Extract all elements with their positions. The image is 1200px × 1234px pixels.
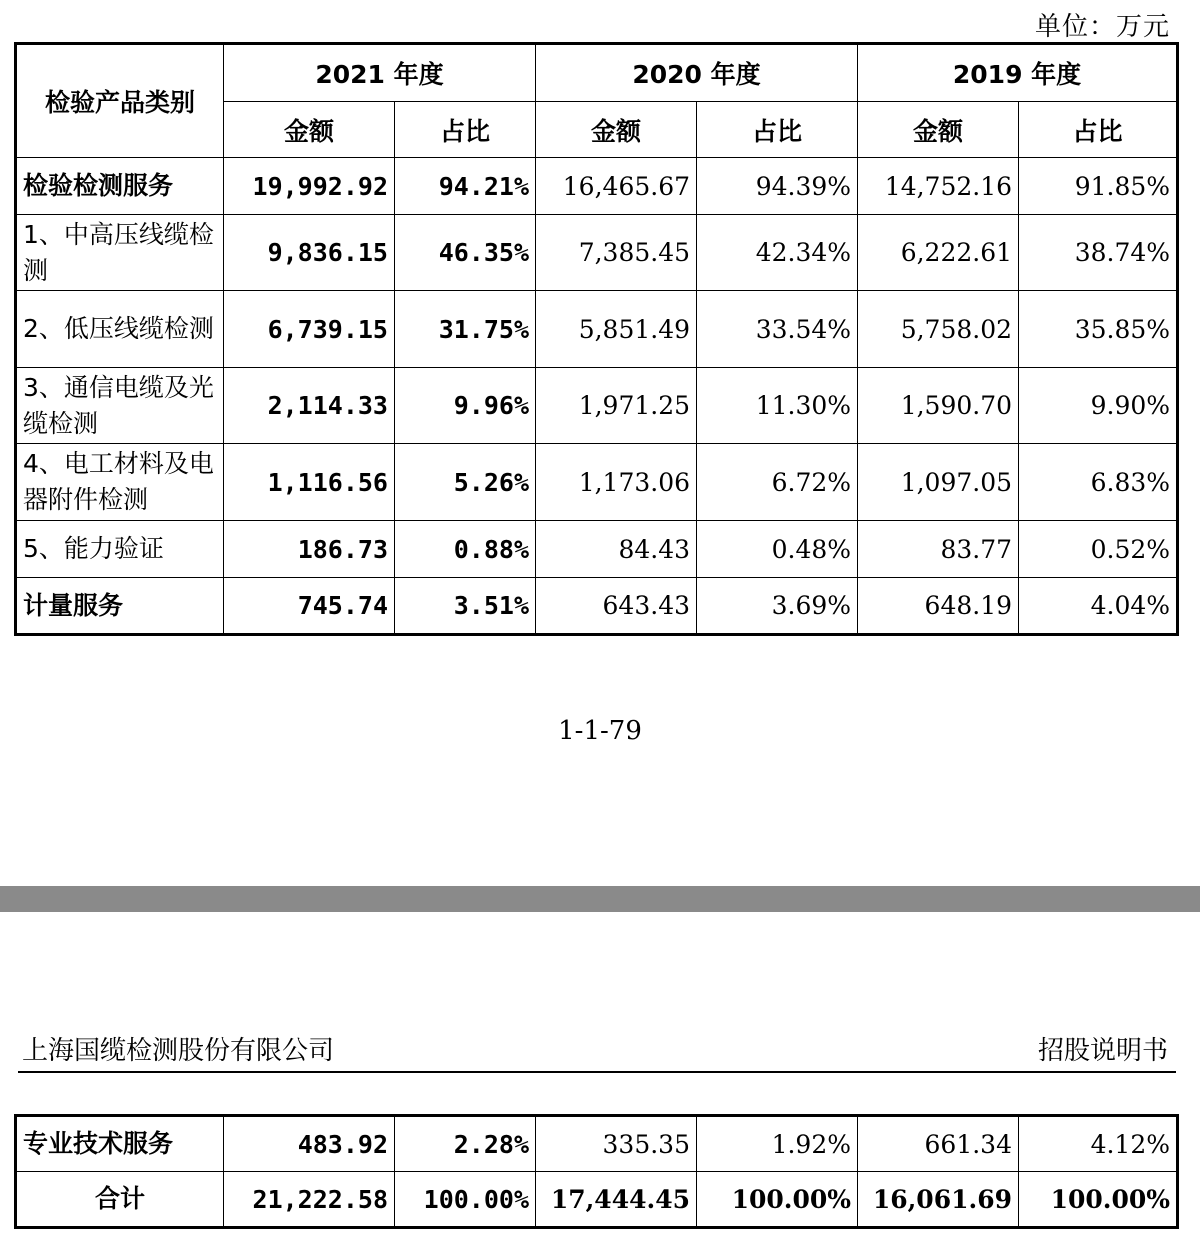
row-label: 4、电工材料及电器附件检测 (16, 444, 224, 521)
row-label: 合计 (16, 1172, 224, 1228)
amount-header: 金额 (858, 102, 1019, 158)
ratio-cell: 5.26% (395, 444, 536, 521)
amount-cell: 335.35 (536, 1116, 697, 1172)
table-row (16, 444, 1178, 521)
ratio-cell: 35.85% (1019, 291, 1178, 368)
revenue-table-continued (14, 1114, 1179, 1229)
ratio-cell: 6.83% (1019, 444, 1178, 521)
row-label: 5、能力验证 (16, 521, 224, 578)
header-rule (18, 1071, 1176, 1073)
year-header-2020: 2020 年度 (536, 44, 858, 102)
ratio-cell: 0.52% (1019, 521, 1178, 578)
page-number: 1-1-79 (558, 716, 642, 746)
row-label: 3、通信电缆及光缆检测 (16, 368, 224, 444)
unit-label: 单位：万元 (1034, 12, 1170, 42)
amount-header: 金额 (536, 102, 697, 158)
ratio-cell: 0.48% (697, 521, 858, 578)
ratio-header: 占比 (697, 102, 858, 158)
amount-cell: 1,971.25 (536, 368, 697, 444)
company-name: 上海国缆检测股份有限公司 (22, 1036, 335, 1066)
amount-cell: 2,114.33 (224, 368, 395, 444)
ratio-cell: 100.00% (395, 1172, 536, 1228)
ratio-cell: 2.28% (395, 1116, 536, 1172)
amount-cell: 643.43 (536, 578, 697, 635)
amount-cell: 83.77 (858, 521, 1019, 578)
page-divider (0, 886, 1200, 912)
category-header: 检验产品类别 (16, 44, 224, 158)
table-row (16, 215, 1178, 291)
ratio-cell: 9.90% (1019, 368, 1178, 444)
year-header-2019: 2019 年度 (858, 44, 1178, 102)
document-type: 招股说明书 (1037, 1036, 1168, 1066)
amount-cell: 84.43 (536, 521, 697, 578)
amount-cell: 7,385.45 (536, 215, 697, 291)
amount-cell: 6,739.15 (224, 291, 395, 368)
row-label: 检验检测服务 (16, 158, 224, 215)
row-label: 2、低压线缆检测 (16, 291, 224, 368)
amount-cell: 17,444.45 (536, 1172, 697, 1228)
table-row (16, 1172, 1178, 1228)
amount-cell: 6,222.61 (858, 215, 1019, 291)
row-label: 专业技术服务 (16, 1116, 224, 1172)
revenue-table (14, 42, 1179, 636)
ratio-cell: 94.39% (697, 158, 858, 215)
table-row (16, 521, 1178, 578)
amount-cell: 1,097.05 (858, 444, 1019, 521)
ratio-cell: 91.85% (1019, 158, 1178, 215)
ratio-cell: 9.96% (395, 368, 536, 444)
amount-cell: 745.74 (224, 578, 395, 635)
amount-cell: 661.34 (858, 1116, 1019, 1172)
amount-cell: 5,851.49 (536, 291, 697, 368)
ratio-cell: 42.34% (697, 215, 858, 291)
row-label: 计量服务 (16, 578, 224, 635)
ratio-cell: 3.69% (697, 578, 858, 635)
amount-cell: 5,758.02 (858, 291, 1019, 368)
amount-cell: 483.92 (224, 1116, 395, 1172)
table-row (16, 578, 1178, 635)
table-row (16, 158, 1178, 215)
amount-cell: 1,590.70 (858, 368, 1019, 444)
amount-cell: 186.73 (224, 521, 395, 578)
ratio-cell: 1.92% (697, 1116, 858, 1172)
amount-header: 金额 (224, 102, 395, 158)
amount-cell: 19,992.92 (224, 158, 395, 215)
ratio-cell: 4.04% (1019, 578, 1178, 635)
amount-cell: 14,752.16 (858, 158, 1019, 215)
ratio-cell: 0.88% (395, 521, 536, 578)
amount-cell: 648.19 (858, 578, 1019, 635)
table-row (16, 1116, 1178, 1172)
ratio-cell: 46.35% (395, 215, 536, 291)
ratio-cell: 94.21% (395, 158, 536, 215)
ratio-cell: 100.00% (1019, 1172, 1178, 1228)
ratio-cell: 38.74% (1019, 215, 1178, 291)
amount-cell: 16,465.67 (536, 158, 697, 215)
year-header-2021: 2021 年度 (224, 44, 536, 102)
amount-cell: 21,222.58 (224, 1172, 395, 1228)
ratio-cell: 4.12% (1019, 1116, 1178, 1172)
ratio-header: 占比 (395, 102, 536, 158)
amount-cell: 16,061.69 (858, 1172, 1019, 1228)
ratio-cell: 11.30% (697, 368, 858, 444)
amount-cell: 1,116.56 (224, 444, 395, 521)
ratio-cell: 6.72% (697, 444, 858, 521)
amount-cell: 1,173.06 (536, 444, 697, 521)
row-label: 1、中高压线缆检测 (16, 215, 224, 291)
ratio-cell: 3.51% (395, 578, 536, 635)
table-row (16, 368, 1178, 444)
table-row (16, 291, 1178, 368)
ratio-cell: 100.00% (697, 1172, 858, 1228)
ratio-cell: 31.75% (395, 291, 536, 368)
amount-cell: 9,836.15 (224, 215, 395, 291)
ratio-cell: 33.54% (697, 291, 858, 368)
ratio-header: 占比 (1019, 102, 1178, 158)
